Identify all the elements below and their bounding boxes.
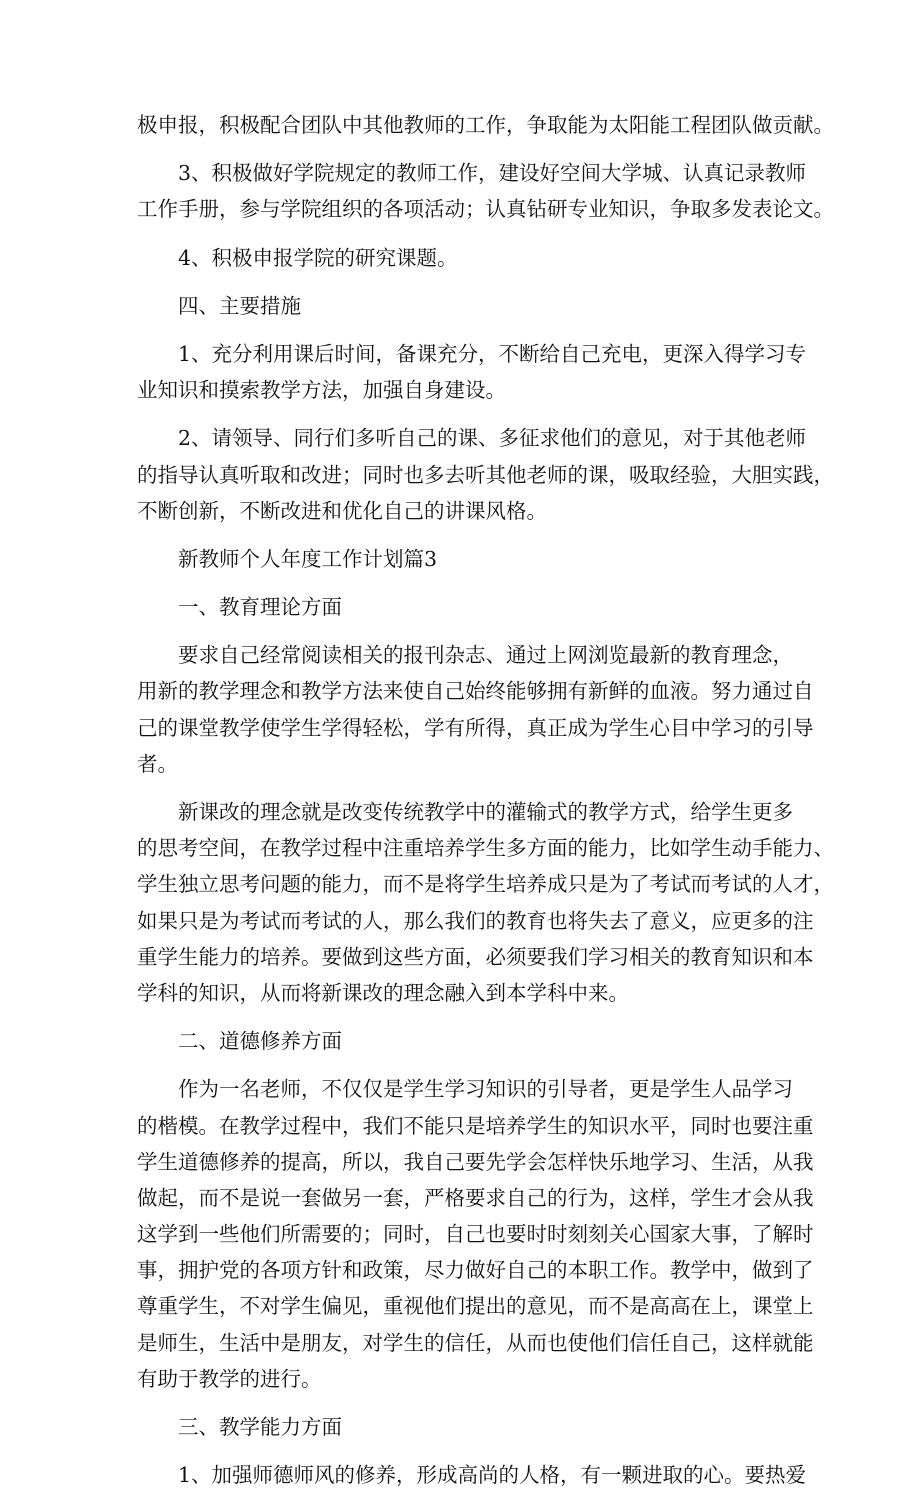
document-body <box>137 107 834 1493</box>
text-line: 要求自己经常阅读相关的报刊杂志、通过上网浏览最新的教育理念， <box>178 643 793 668</box>
text-line: 不断创新，不断改进和优化自己的讲课风格。 <box>137 498 547 523</box>
text-line: 如果只是为考试而考试的人，那么我们的教育也将失去了意义，应更多的注 <box>137 908 814 933</box>
text-line: 有助于教学的进行。 <box>137 1366 322 1391</box>
text-line: 业知识和摸索教学方法，加强自身建设。 <box>137 378 506 403</box>
text-line: 1、充分利用课后时间，备课充分，不断给自己充电，更深入得学习专 <box>178 341 807 366</box>
text-line: 学科的知识，从而将新课改的理念融入到本学科中来。 <box>137 980 629 1005</box>
text-line: 新教师个人年度工作计划篇3 <box>178 546 438 571</box>
text-line: 2、请领导、同行们多听自己的课、多征求他们的意见，对于其他老师 <box>178 426 807 451</box>
text-line: 的思考空间，在教学过程中注重培养学生多方面的能力，比如学生动手能力、 <box>137 836 834 861</box>
text-line: 己的课堂教学使学生学得轻松，学有所得，真正成为学生心目中学习的引导 <box>137 715 814 740</box>
text-line: 事，拥护党的各项方针和政策，尽力做好自己的本职工作。教学中，做到了 <box>137 1258 814 1283</box>
text-line: 做起，而不是说一套做另一套，严格要求自己的行为，这样，学生才会从我 <box>137 1185 814 1210</box>
text-line: 1、加强师德师风的修养，形成高尚的人格，有一颗进取的心。要热爱 <box>178 1463 807 1488</box>
text-line: 新课改的理念就是改变传统教学中的灌输式的教学方式，给学生更多 <box>178 800 793 824</box>
text-line: 学生道德修养的提高，所以，我自己要先学会怎样快乐地学习、生活，从我 <box>137 1149 814 1174</box>
text-line: 者。 <box>137 751 178 776</box>
text-line: 的指导认真听取和改进；同时也多去听其他老师的课，吸取经验，大胆实践， <box>137 462 834 487</box>
text-line: 一、教育理论方面 <box>178 595 342 620</box>
text-line: 重学生能力的培养。要做到这些方面，必须要我们学习相关的教育知识和本 <box>137 944 814 969</box>
text-line: 四、主要措施 <box>178 293 301 318</box>
text-line: 作为一名老师，不仅仅是学生学习知识的引导者，更是学生人品学习 <box>178 1077 793 1102</box>
text-line: 这学到一些他们所需要的；同时，自己也要时时刻刻关心国家大事，了解时 <box>137 1222 814 1247</box>
text-line: 工作手册，参与学院组织的各项活动；认真钻研专业知识，争取多发表论文。 <box>137 197 834 222</box>
text-line: 三、教学能力方面 <box>178 1415 342 1439</box>
text-line: 的楷模。在教学过程中，我们不能只是培养学生的知识水平，同时也要注重 <box>137 1113 814 1138</box>
text-line: 4、积极申报学院的研究课题。 <box>178 245 458 270</box>
text-line: 是师生，生活中是朋友，对学生的信任，从而也使他们信任自己，这样就能 <box>137 1330 814 1355</box>
text-line: 3、积极做好学院规定的教师工作，建设好空间大学城、认真记录教师 <box>178 161 807 186</box>
text-line: 二、道德修养方面 <box>178 1029 342 1054</box>
text-line: 尊重学生，不对学生偏见，重视他们提出的意见，而不是高高在上，课堂上 <box>137 1294 814 1319</box>
text-line: 用新的教学理念和教学方法来使自己始终能够拥有新鲜的血液。努力通过自 <box>137 679 814 704</box>
text-line: 极申报，积极配合团队中其他教师的工作，争取能为太阳能工程团队做贡献。 <box>137 113 834 137</box>
text-line: 学生独立思考问题的能力，而不是将学生培养成只是为了考试而考试的人才， <box>137 872 834 897</box>
